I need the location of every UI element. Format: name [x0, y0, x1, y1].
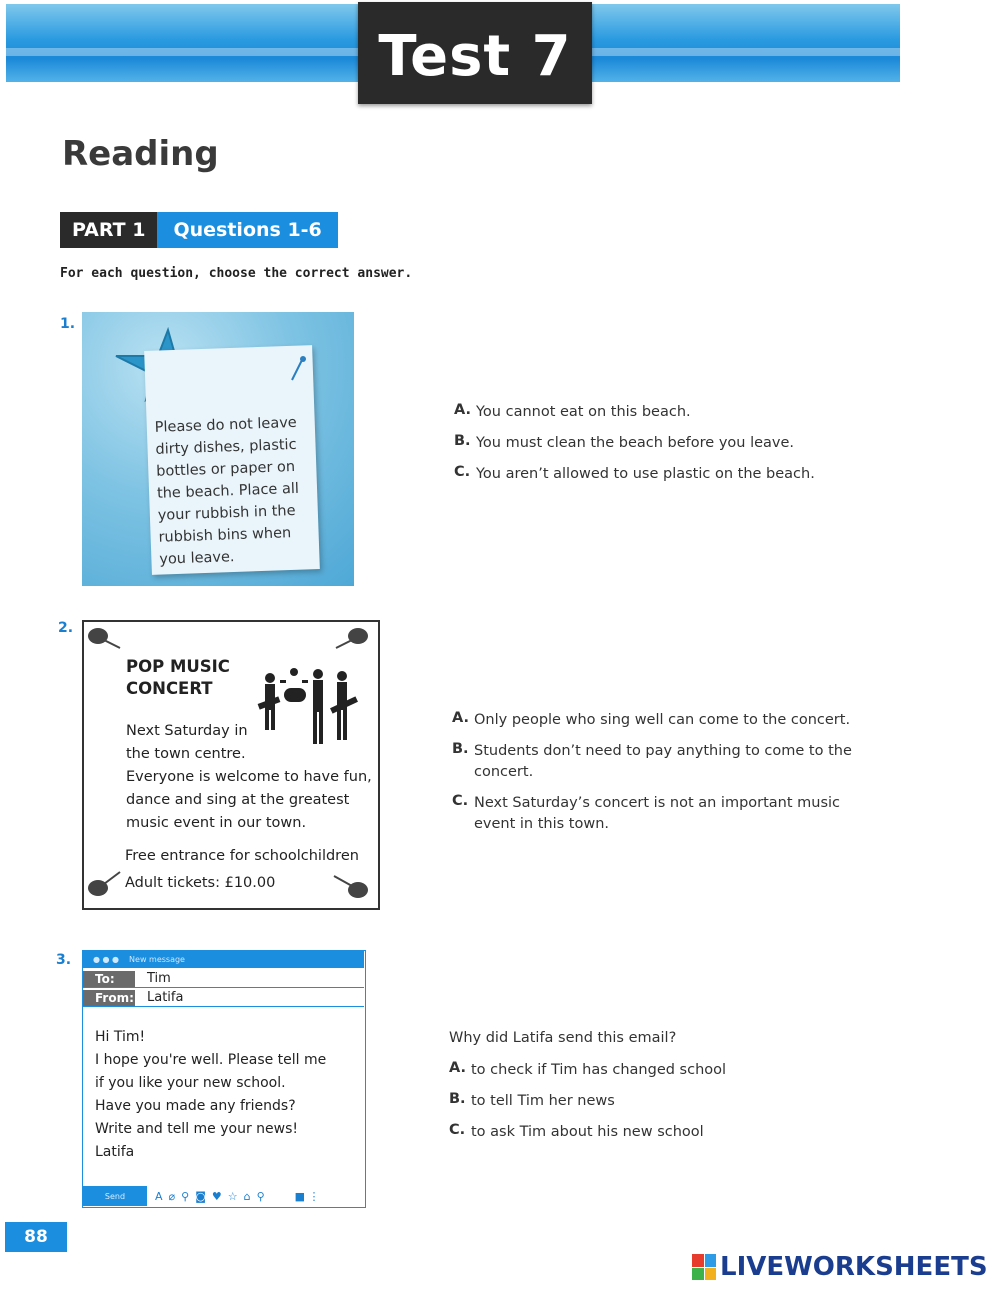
toolbar-icons: A⌀⚲◙♥☆⌂⚲: [155, 1189, 271, 1203]
email-to-row: [83, 970, 364, 988]
email-window-title: New message: [129, 955, 185, 964]
option-text: You aren’t allowed to use plastic on the beach.: [476, 466, 815, 482]
option-text: to ask Tim about his new school: [471, 1124, 704, 1140]
option-letter: A.: [452, 710, 469, 726]
instruction-text: For each question, choose the correct answer.: [60, 266, 413, 281]
option-letter: C.: [449, 1122, 466, 1138]
option-letter: C.: [452, 793, 469, 809]
from-value: Latifa: [147, 990, 184, 1005]
option-letter: A.: [449, 1060, 466, 1076]
poster-adult-tickets: Adult tickets: £10.00: [125, 875, 276, 891]
question-1-number: 1.: [60, 316, 76, 332]
q2-option-a[interactable]: [452, 710, 852, 731]
q2-option-b[interactable]: [452, 741, 852, 783]
liveworksheets-brand[interactable]: [692, 1252, 988, 1282]
q2-option-c[interactable]: [452, 793, 852, 835]
poster-free-entrance: Free entrance for schoolchildren: [125, 848, 359, 864]
option-letter: B.: [449, 1091, 466, 1107]
q3-option-a[interactable]: [449, 1060, 726, 1081]
to-value: Tim: [147, 971, 171, 986]
option-text: Only people who sing well can come to the concert.: [474, 712, 851, 728]
pin-corner-icon: [86, 870, 122, 900]
q1-option-b[interactable]: [454, 433, 794, 454]
option-text: to tell Tim her news: [471, 1093, 615, 1109]
trash-icon[interactable]: ■ ⋮: [294, 1189, 320, 1203]
section-heading: Reading: [62, 134, 219, 174]
option-text: You must clean the beach before you leave.: [476, 435, 795, 451]
option-letter: B.: [454, 433, 471, 449]
option-text: to check if Tim has changed school: [471, 1062, 727, 1078]
q3-option-b[interactable]: [449, 1091, 615, 1112]
test-title-box: [358, 2, 592, 104]
window-dots-icon: ● ● ●: [93, 955, 120, 964]
poster-title: [126, 656, 230, 700]
email-from-row: [83, 989, 364, 1007]
liveworksheets-logo-icon: [692, 1254, 716, 1280]
pushpin-icon: [288, 354, 308, 384]
option-letter: B.: [452, 741, 469, 757]
option-text: Next Saturday’s concert is not an important music event in this town.: [474, 795, 841, 832]
option-text: You cannot eat on this beach.: [476, 404, 691, 420]
option-letter: A.: [454, 402, 471, 418]
poster-title-line-2: CONCERT: [126, 679, 213, 698]
q3-option-c[interactable]: [449, 1122, 704, 1143]
q1-option-a[interactable]: [454, 402, 691, 423]
pin-corner-icon: [332, 872, 370, 900]
part-label: PART 1: [60, 212, 157, 248]
send-button[interactable]: Send: [83, 1186, 147, 1206]
email-toolbar: [83, 1186, 364, 1206]
q1-option-c[interactable]: [454, 464, 815, 485]
pin-corner-icon: [334, 624, 370, 650]
poster-body: Next Saturday in the town centre. Everyone is welcome to have fun, dance and sing at the greatest music event in our town.: [126, 723, 372, 831]
email-title-bar: [83, 951, 364, 968]
brand-text: LIVEWORKSHEETS: [720, 1252, 988, 1282]
option-text: Students don’t need to pay anything to come to the concert.: [474, 743, 852, 780]
option-letter: C.: [454, 464, 471, 480]
from-label: From:: [83, 990, 135, 1006]
email-body: Hi Tim! I hope you're well. Please tell me if you like your new school. Have you made any friends? Write and tell me your news! Latifa: [95, 1029, 327, 1160]
page-number: 88: [5, 1222, 67, 1252]
to-label: To:: [83, 971, 135, 987]
pin-corner-icon: [86, 624, 122, 650]
beach-notice-text: Please do not leave dirty dishes, plastic bottles or paper on the beach. Place all your rubbish in the rubbish bins when you leave.: [154, 414, 300, 568]
questions-label: Questions 1-6: [157, 212, 337, 248]
poster-title-line-1: POP MUSIC: [126, 657, 230, 676]
test-title: Test 7: [378, 23, 572, 89]
question-3-number: 3.: [56, 952, 72, 968]
question-2-number: 2.: [58, 620, 74, 636]
part-badge: [60, 212, 338, 248]
q3-question: Why did Latifa send this email?: [449, 1030, 677, 1046]
